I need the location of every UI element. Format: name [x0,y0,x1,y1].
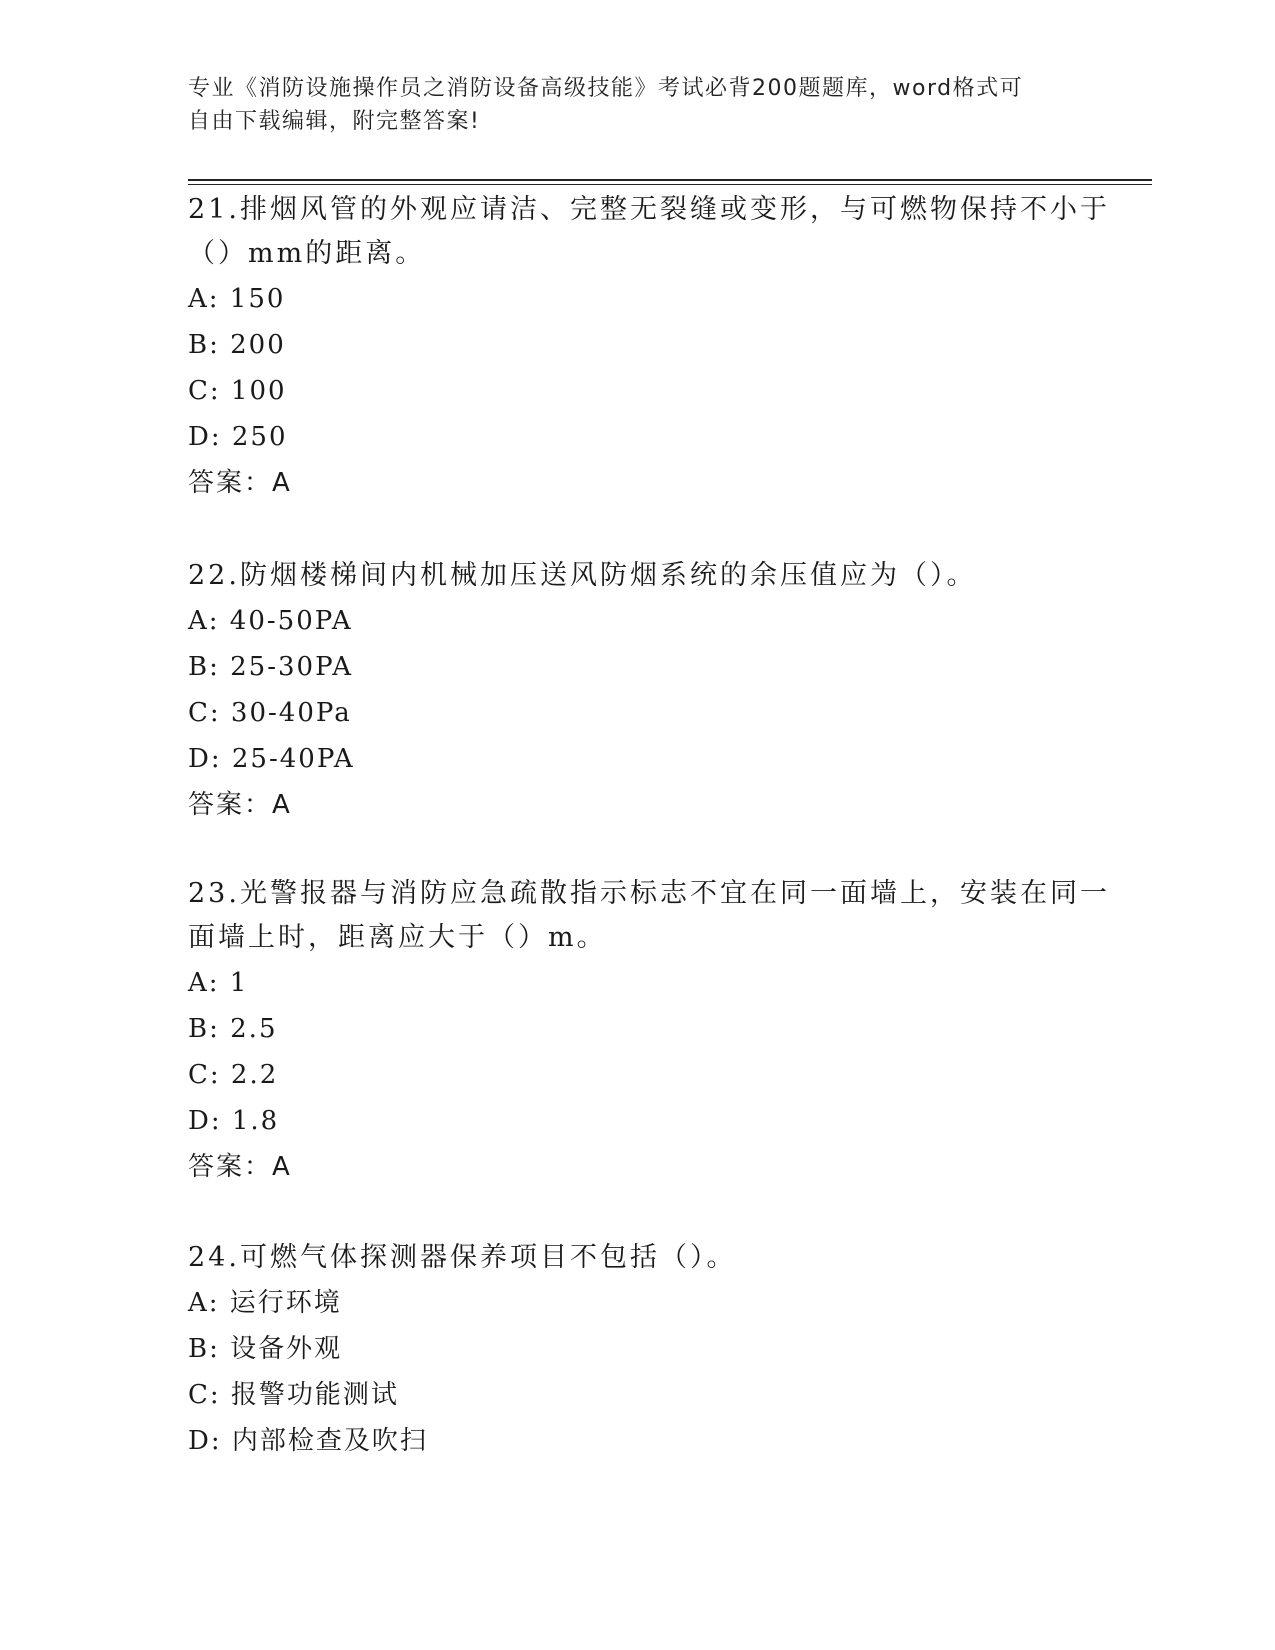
question-stem [188,1236,1128,1280]
answer: 答案：A [188,790,292,820]
question-stem [188,188,1128,276]
option-b: B: 设备外观 [188,1334,343,1364]
option-a: A: 40-50PA [188,606,353,636]
option-a: A: 1 [188,968,249,998]
option-d: D: 250 [188,422,288,452]
question-stem-line: （）mm的距离。 [188,238,426,269]
header-line-2: 自由下载编辑，附完整答案! [188,109,481,134]
option-c: C: 2.2 [188,1060,279,1090]
option-a: A: 运行环境 [188,1288,342,1318]
answer: 答案：A [188,468,292,498]
option-d: D: 25-40PA [188,744,355,774]
option-b: B: 2.5 [188,1014,278,1044]
option-d: D: 1.8 [188,1106,280,1136]
option-d: D: 内部检查及吹扫 [188,1426,428,1456]
question-22 [188,554,1128,828]
header-line-1: 专业《消防设施操作员之消防设备高级技能》考试必背200题题库，word格式可 [188,76,1024,101]
question-24 [188,1236,1128,1464]
question-stem-line: 21.排烟风管的外观应请洁、完整无裂缝或变形，与可燃物保持不小于 [188,194,1110,225]
option-c: C: 报警功能测试 [188,1380,399,1410]
question-stem-line: 22.防烟楼梯间内机械加压送风防烟系统的余压值应为（）。 [188,560,977,591]
question-23 [188,872,1128,1190]
option-a: A: 150 [188,284,286,314]
question-21 [188,188,1128,506]
header-divider-thick [188,179,1152,181]
question-stem [188,872,1128,960]
question-stem [188,554,1128,598]
question-stem-line: 面墙上时，距离应大于（）m。 [188,922,607,953]
question-stem-line: 24.可燃气体探测器保养项目不包括（）。 [188,1242,737,1273]
header-divider-thin [188,184,1152,185]
answer: 答案：A [188,1152,292,1182]
question-stem-line: 23.光警报器与消防应急疏散指示标志不宜在同一面墙上，安装在同一 [188,878,1110,909]
document-header [188,72,1088,138]
option-c: C: 30-40Pa [188,698,352,728]
option-b: B: 200 [188,330,286,360]
option-c: C: 100 [188,376,287,406]
option-b: B: 25-30PA [188,652,353,682]
